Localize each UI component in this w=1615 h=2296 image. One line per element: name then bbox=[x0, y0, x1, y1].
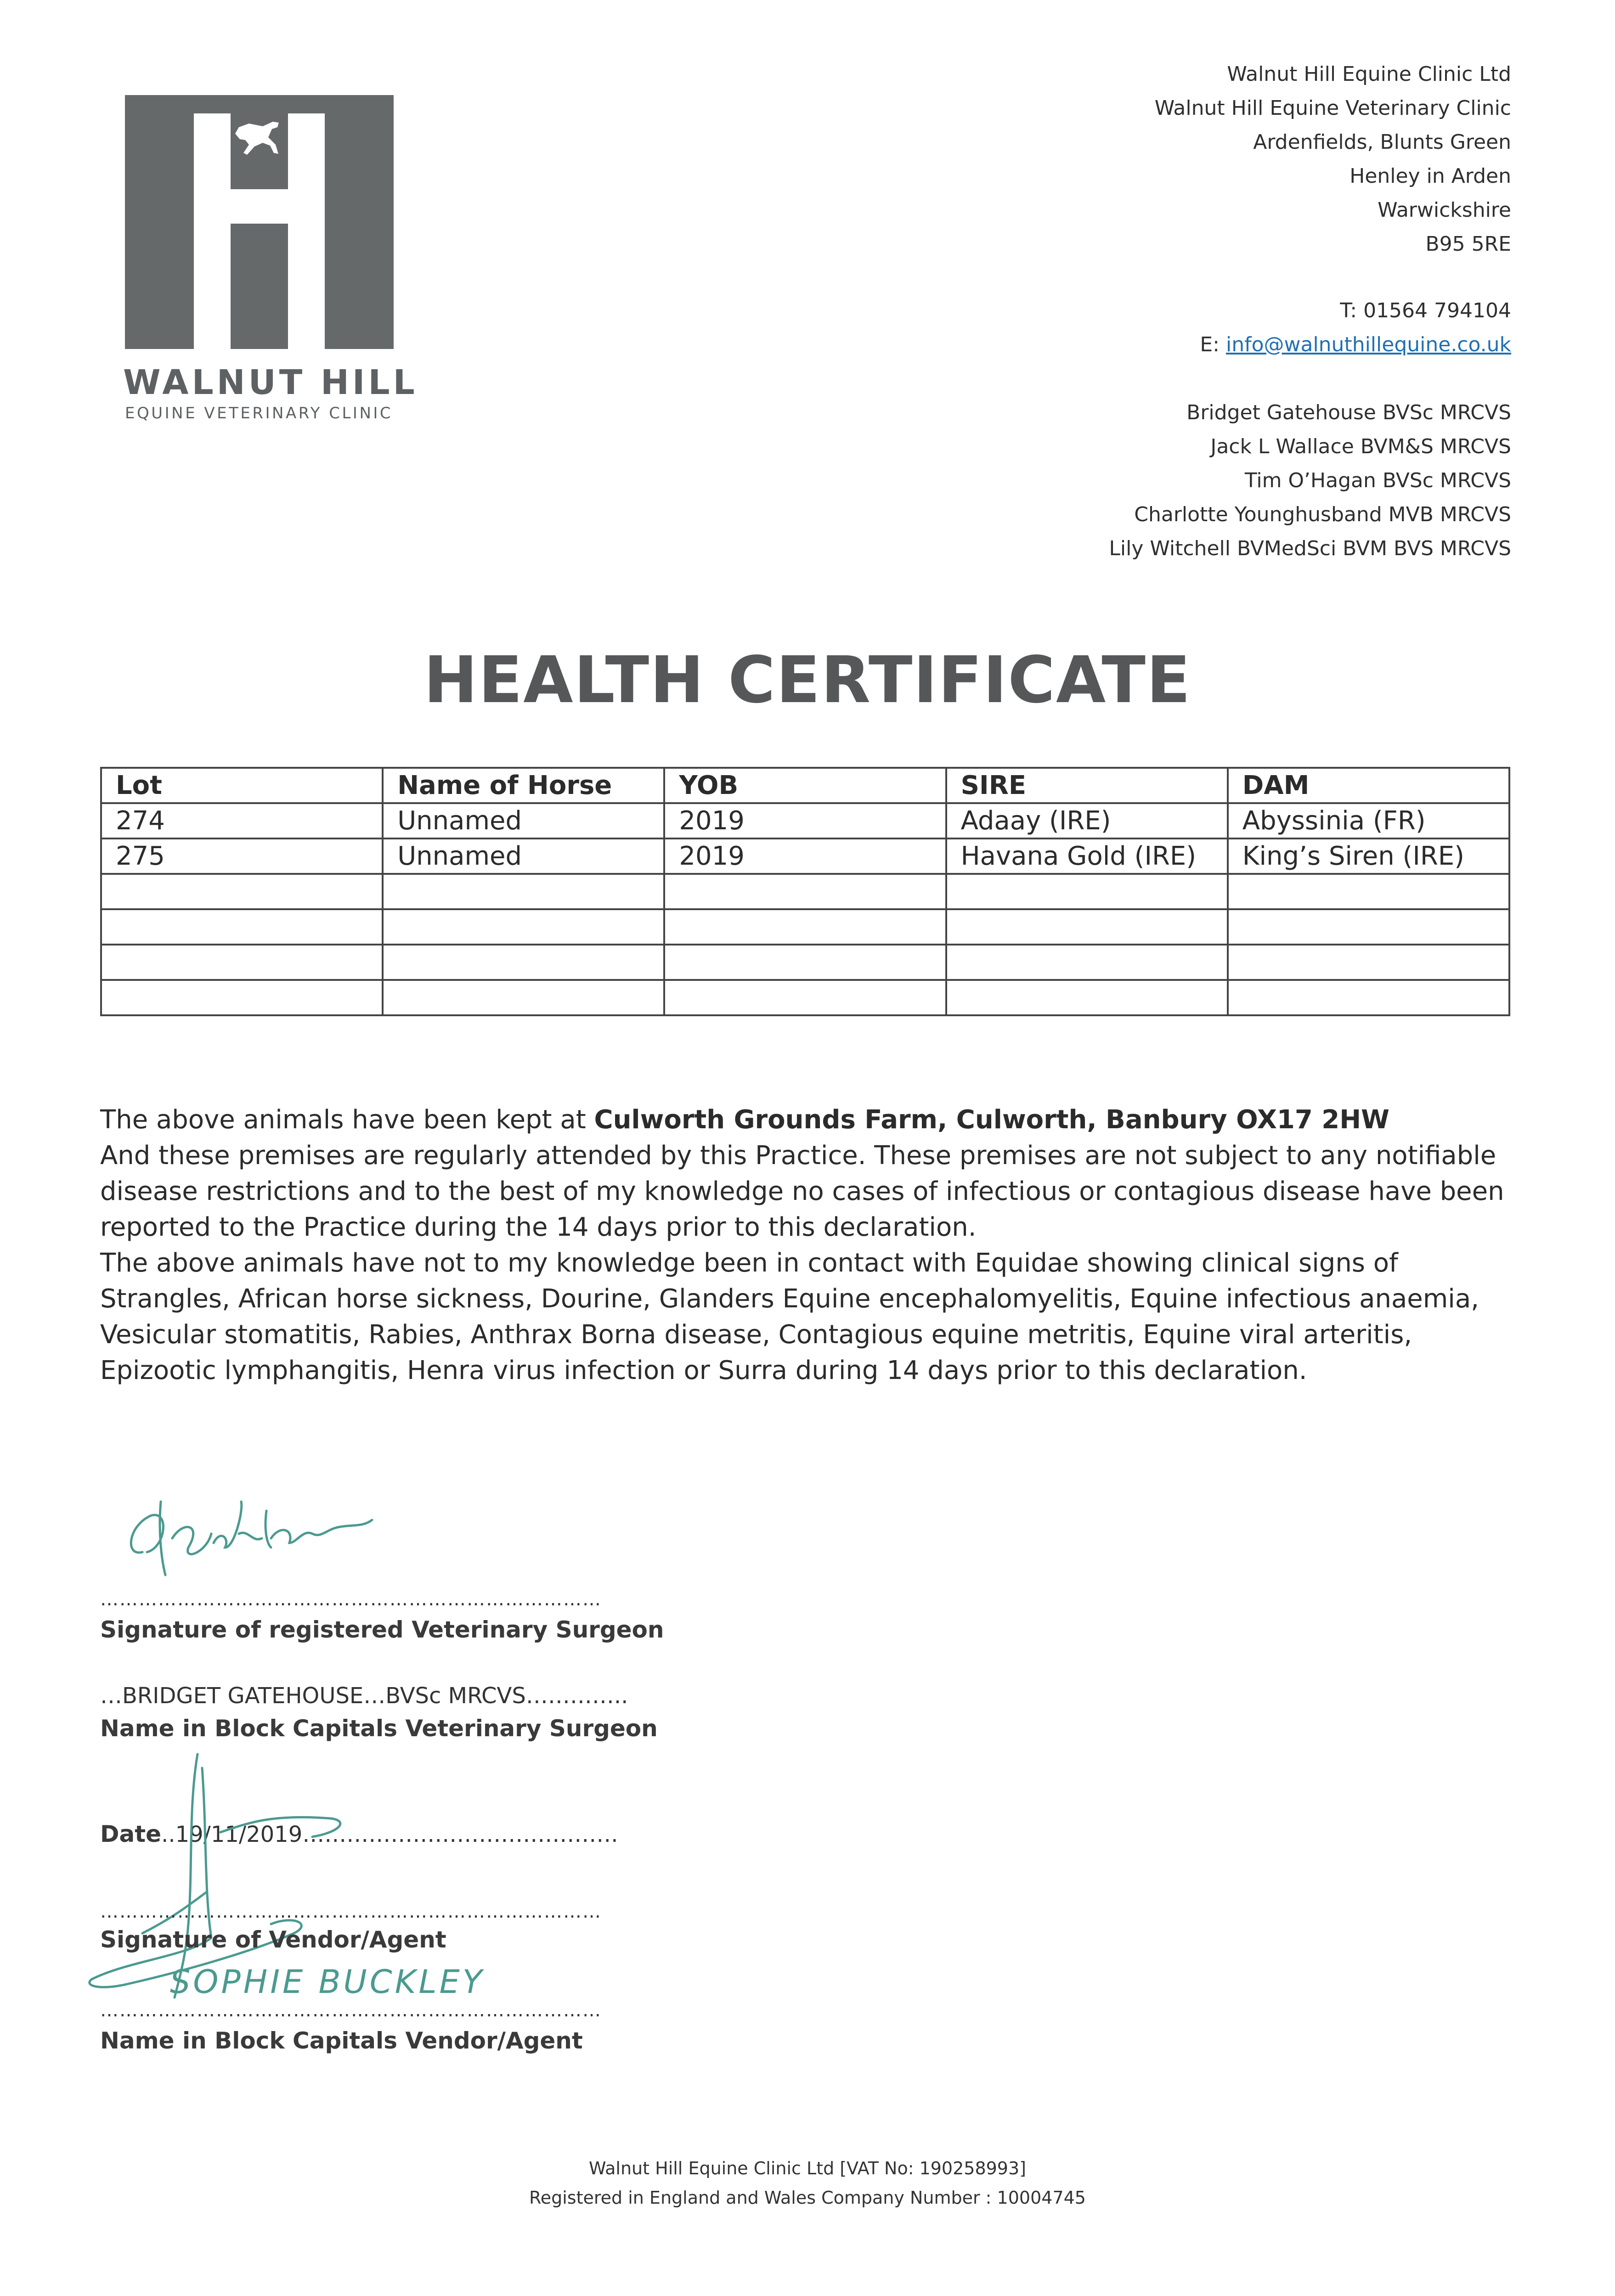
email-label: E: bbox=[1200, 333, 1226, 356]
table-cell bbox=[1228, 980, 1509, 1015]
column-header: YOB bbox=[664, 768, 946, 803]
table-cell: Adaay (IRE) bbox=[946, 803, 1228, 838]
table-cell bbox=[1228, 874, 1509, 909]
footer bbox=[0, 2154, 1615, 2212]
column-header: DAM bbox=[1228, 768, 1509, 803]
declaration-text bbox=[100, 1102, 1529, 1389]
address-line: Walnut Hill Equine Veterinary Clinic bbox=[1154, 96, 1511, 120]
vet-signature-label: Signature of registered Veterinary Surgeon bbox=[100, 1616, 664, 1643]
table-cell bbox=[664, 909, 946, 945]
address-line: Walnut Hill Equine Clinic Ltd bbox=[1227, 62, 1511, 86]
vendor-name-label: Name in Block Capitals Vendor/Agent bbox=[100, 2027, 583, 2054]
vendor-name-line: …………………………………………………………………… bbox=[100, 2000, 602, 2021]
footer-vat: Walnut Hill Equine Clinic Ltd [VAT No: 190258993] bbox=[588, 2158, 1026, 2178]
table-header-row bbox=[101, 768, 1509, 803]
table-cell bbox=[101, 980, 383, 1015]
clinic-contact bbox=[1200, 294, 1511, 362]
table-cell bbox=[383, 874, 664, 909]
table-cell: King’s Siren (IRE) bbox=[1228, 838, 1509, 874]
column-header: Name of Horse bbox=[383, 768, 664, 803]
walnut-hill-h-logo bbox=[125, 95, 394, 349]
clinic-address bbox=[1155, 57, 1511, 261]
table-cell: 2019 bbox=[664, 838, 946, 874]
table-cell: 2019 bbox=[664, 803, 946, 838]
vet-signature-line: …………………………………………………………………… bbox=[100, 1589, 602, 1610]
table-cell bbox=[664, 874, 946, 909]
table-row bbox=[101, 945, 1509, 980]
vet-name: Lily Witchell BVMedSci BVM BVS MRCVS bbox=[1109, 537, 1511, 560]
table-cell bbox=[664, 945, 946, 980]
table-cell bbox=[664, 980, 946, 1015]
vendor-signature-line: …………………………………………………………………… bbox=[100, 1901, 602, 1922]
logo-mark bbox=[125, 95, 394, 349]
table-cell bbox=[383, 980, 664, 1015]
vet-name: Bridget Gatehouse BVSc MRCVS bbox=[1186, 401, 1511, 424]
declaration-paragraph: And these premises are regularly attended by this Practice. These premises are not subject to any notifiable disease restrictions and to the best of my knowledge no cases of infectious or contagious disease have been reported to the Practice during the 14 days prior to this declaration. bbox=[100, 1141, 1504, 1242]
vet-name-label: Name in Block Capitals Veterinary Surgeon bbox=[100, 1715, 658, 1742]
table-cell bbox=[101, 909, 383, 945]
table-row bbox=[101, 909, 1509, 945]
vet-signature bbox=[115, 1483, 436, 1589]
table-cell: Unnamed bbox=[383, 838, 664, 874]
declaration-paragraph: The above animals have not to my knowledge been in contact with Equidae showing clinical signs of Strangles, African horse sickness, Dourine, Glanders Equine encephalomyelitis, Equine infectious anaemia, Vesicular stomatitis, Rabies, Anthrax Borna disease, Contagious equine metritis, Equine viral arteritis, Epizootic lymphangitis, Henra virus infection or Surra during 14 days prior to this declaration. bbox=[100, 1248, 1479, 1385]
address-line: Ardenfields, Blunts Green bbox=[1253, 130, 1511, 154]
table-cell bbox=[1228, 909, 1509, 945]
table-row bbox=[101, 838, 1509, 874]
vet-name-fill: …BRIDGET GATEHOUSE…BVSc MRCVS………….. bbox=[100, 1683, 628, 1709]
vendor-name-handwritten: SOPHIE BUCKLEY bbox=[170, 1963, 485, 2001]
table-cell bbox=[101, 945, 383, 980]
intro-text: The above animals have been kept at bbox=[100, 1105, 594, 1135]
page-title: HEALTH CERTIFICATE bbox=[424, 643, 1191, 718]
vet-name: Tim O’Hagan BVSc MRCVS bbox=[1244, 469, 1511, 492]
premises-address: Culworth Grounds Farm, Culworth, Banbury OX17 2HW bbox=[594, 1105, 1389, 1135]
table-cell: Havana Gold (IRE) bbox=[946, 838, 1228, 874]
logo-name: WALNUT HILL bbox=[123, 363, 418, 402]
table-cell bbox=[383, 945, 664, 980]
address-line: B95 5RE bbox=[1425, 232, 1511, 256]
table-cell: 274 bbox=[101, 803, 383, 838]
table-row bbox=[101, 980, 1509, 1015]
vet-list bbox=[1109, 396, 1511, 566]
address-line: Warwickshire bbox=[1378, 198, 1511, 222]
email-link[interactable]: info@walnuthillequine.co.uk bbox=[1225, 333, 1511, 356]
date-value: ..19/11/2019……………………………………. bbox=[161, 1822, 618, 1847]
table-cell bbox=[946, 909, 1228, 945]
logo-subtitle: EQUINE VETERINARY CLINIC bbox=[125, 404, 393, 422]
column-header: SIRE bbox=[946, 768, 1228, 803]
premises-line bbox=[100, 1102, 1529, 1138]
table-row bbox=[101, 874, 1509, 909]
table-cell: Unnamed bbox=[383, 803, 664, 838]
table-cell bbox=[946, 945, 1228, 980]
vet-name: Charlotte Younghusband MVB MRCVS bbox=[1134, 503, 1511, 526]
email-line bbox=[1200, 328, 1511, 362]
table-cell bbox=[383, 909, 664, 945]
phone-number: T: 01564 794104 bbox=[1340, 299, 1511, 322]
vendor-signature-label: Signature of Vendor/Agent bbox=[100, 1926, 446, 1953]
horse-table bbox=[100, 767, 1510, 1016]
table-cell: 275 bbox=[101, 838, 383, 874]
column-header: Lot bbox=[101, 768, 383, 803]
footer-company: Registered in England and Wales Company Number : 10004745 bbox=[529, 2188, 1086, 2208]
table-cell bbox=[946, 874, 1228, 909]
table-cell: Abyssinia (FR) bbox=[1228, 803, 1509, 838]
table-cell bbox=[946, 980, 1228, 1015]
table-cell bbox=[101, 874, 383, 909]
date-label: Date bbox=[100, 1821, 162, 1847]
table-row bbox=[101, 803, 1509, 838]
table-cell bbox=[1228, 945, 1509, 980]
vet-name: Jack L Wallace BVM&S MRCVS bbox=[1210, 435, 1511, 458]
address-line: Henley in Arden bbox=[1350, 164, 1511, 188]
